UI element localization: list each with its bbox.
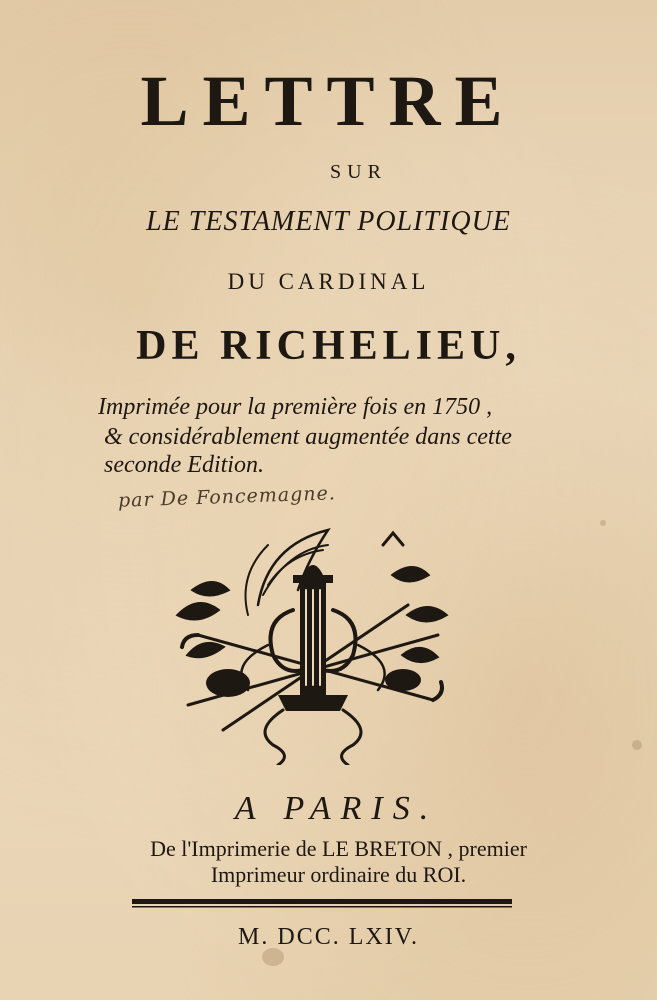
trophy-ornament-icon	[168, 515, 458, 765]
publisher-line-1: De l'Imprimerie de LE BRETON , premier	[150, 836, 527, 861]
foxing-stain	[600, 520, 606, 526]
title-lettre: LETTRE	[140, 61, 517, 141]
imprint-line-3: seconde Edition.	[104, 452, 264, 478]
title-sur: SUR	[330, 161, 387, 183]
title-richelieu: DE RICHELIEU,	[136, 323, 521, 369]
title-testament: LE TESTAMENT POLITIQUE	[146, 206, 511, 237]
handwritten-attribution: par De Foncemagne.	[117, 482, 337, 512]
foxing-stain	[632, 740, 642, 750]
publisher-city: A PARIS.	[234, 790, 439, 827]
title-cardinal: DU CARDINAL	[227, 269, 430, 294]
double-rule-divider	[132, 899, 512, 908]
publication-year: M. DCC. LXIV.	[238, 924, 419, 950]
imprint-line-2: & considérablement augmentée dans cette	[104, 424, 512, 450]
imprint-line-1: Imprimée pour la première fois en 1750 ,	[98, 394, 493, 420]
publisher-line-2: Imprimeur ordinaire du ROI.	[210, 862, 467, 887]
